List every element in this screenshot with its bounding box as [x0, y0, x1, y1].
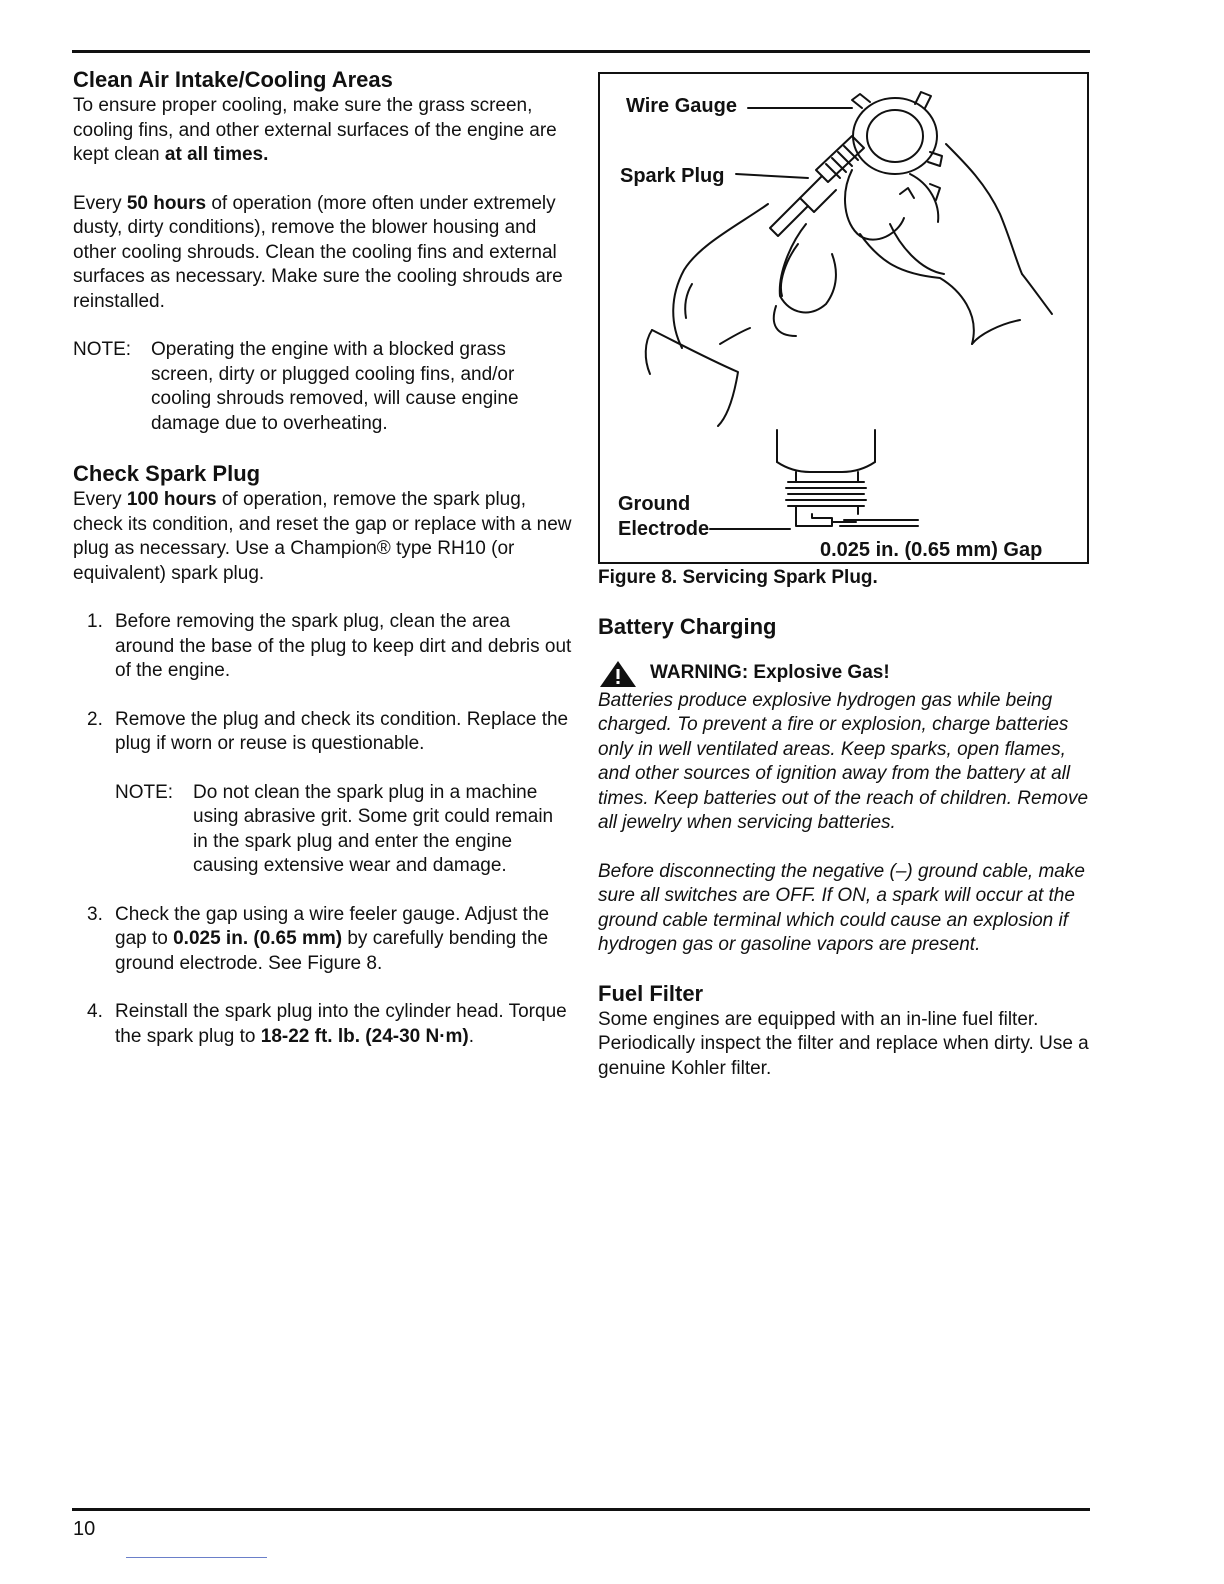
paragraph-cooling: To ensure proper cooling, make sure the grass screen, cooling fins, and other external surfaces of the engine are kept clean at all times. [73, 95, 557, 165]
warning-heading [598, 659, 1098, 689]
list-item [73, 610, 573, 684]
step-text: Before removing the spark plug, clean the area around the base of the plug to keep dirt and debris out of the engine. [115, 611, 572, 681]
warning-triangle-icon [598, 659, 638, 689]
note-label: NOTE: [115, 781, 174, 803]
step-text: Check the gap using a wire feeler gauge. Adjust the gap to 0.025 in. (0.65 mm) by carefully bending the ground electrode. See Figure 8. [115, 903, 550, 974]
label-spark-plug: Spark Plug [620, 165, 725, 187]
step-number: 2. [87, 708, 103, 730]
note-abrasive-grit [115, 781, 573, 879]
bottom-rule [72, 1508, 1090, 1511]
step-number: 3. [87, 903, 103, 925]
section-title-clean-air: Clean Air Intake/Cooling Areas [73, 67, 393, 92]
note-overheating [73, 338, 573, 436]
warning-title: WARNING: Explosive Gas! [650, 662, 890, 684]
paragraph-fuel-filter: Some engines are equipped with an in-line fuel filter. Periodically inspect the filter and replace when dirty. Use a genuine Kohler filter. [598, 1008, 1089, 1079]
note-text: Do not clean the spark plug in a machine using abrasive grit. Some grit could remain in the spark plug and enter the engine causing extensive wear and damage. [193, 781, 554, 876]
warning-paragraph-2: Before disconnecting the negative (–) ground cable, make sure all switches are OFF. If ON, a spark will occur at the ground cable terminal which could cause an explosion if hydrogen gas or gasoline vapors are present. [598, 860, 1085, 955]
figure-spark-plug [598, 72, 1089, 564]
section-title-spark-plug: Check Spark Plug [73, 461, 261, 486]
figure-caption: Figure 8. Servicing Spark Plug. [598, 567, 878, 588]
step-number: 1. [87, 611, 103, 632]
paragraph-100-hours: Every 100 hours of operation, remove the spark plug, check its condition, and reset the gap or replace with a new plug as necessary. Use a Champion® type RH10 (or equivalent) spark plug. [73, 489, 572, 584]
step-number: 4. [87, 1001, 103, 1022]
step-text: Reinstall the spark plug into the cylinder head. Torque the spark plug to 18-22 ft. lb. (24-30 N·m). [115, 1001, 567, 1047]
list-item [73, 903, 573, 977]
footer-mark [126, 1557, 267, 1558]
label-electrode: Electrode [618, 518, 710, 540]
warning-paragraph-1: Batteries produce explosive hydrogen gas while being charged. To prevent a fire or explosion, charge batteries only in well ventilated areas. Keep sparks, open flames, and other sources of ignition away from the battery at all times. Keep batteries out of the reach of children. Remove all jewelry when servicing batteries. [598, 689, 1089, 833]
list-item [73, 708, 573, 879]
right-column [598, 566, 1098, 1081]
label-gap: 0.025 in. (0.65 mm) Gap [820, 539, 1043, 561]
label-ground: Ground [618, 493, 691, 515]
note-label: NOTE: [73, 339, 132, 360]
section-title-battery: Battery Charging [598, 613, 777, 639]
left-column [73, 66, 573, 1073]
steps-list [73, 610, 573, 1049]
spark-plug-illustration [600, 74, 1087, 562]
list-item [73, 1000, 573, 1049]
page-number: 10 [73, 1518, 96, 1540]
top-rule [72, 50, 1090, 53]
paragraph-50-hours: Every 50 hours of operation (more often under extremely dusty, dirty conditions), remove the blower housing and other cooling shrouds. Clean the cooling fins and external surfaces as necessary. Make sure the cooling shrouds are reinstalled. [73, 192, 563, 312]
label-wire-gauge: Wire Gauge [626, 95, 737, 117]
note-text: Operating the engine with a blocked grass screen, dirty or plugged cooling fins, and/or cooling shrouds removed, will cause engine damage due to overheating. [151, 339, 519, 434]
step-text: Remove the plug and check its condition. Replace the plug if worn or reuse is questionable. [115, 708, 569, 754]
section-title-fuel-filter: Fuel Filter [598, 980, 704, 1006]
